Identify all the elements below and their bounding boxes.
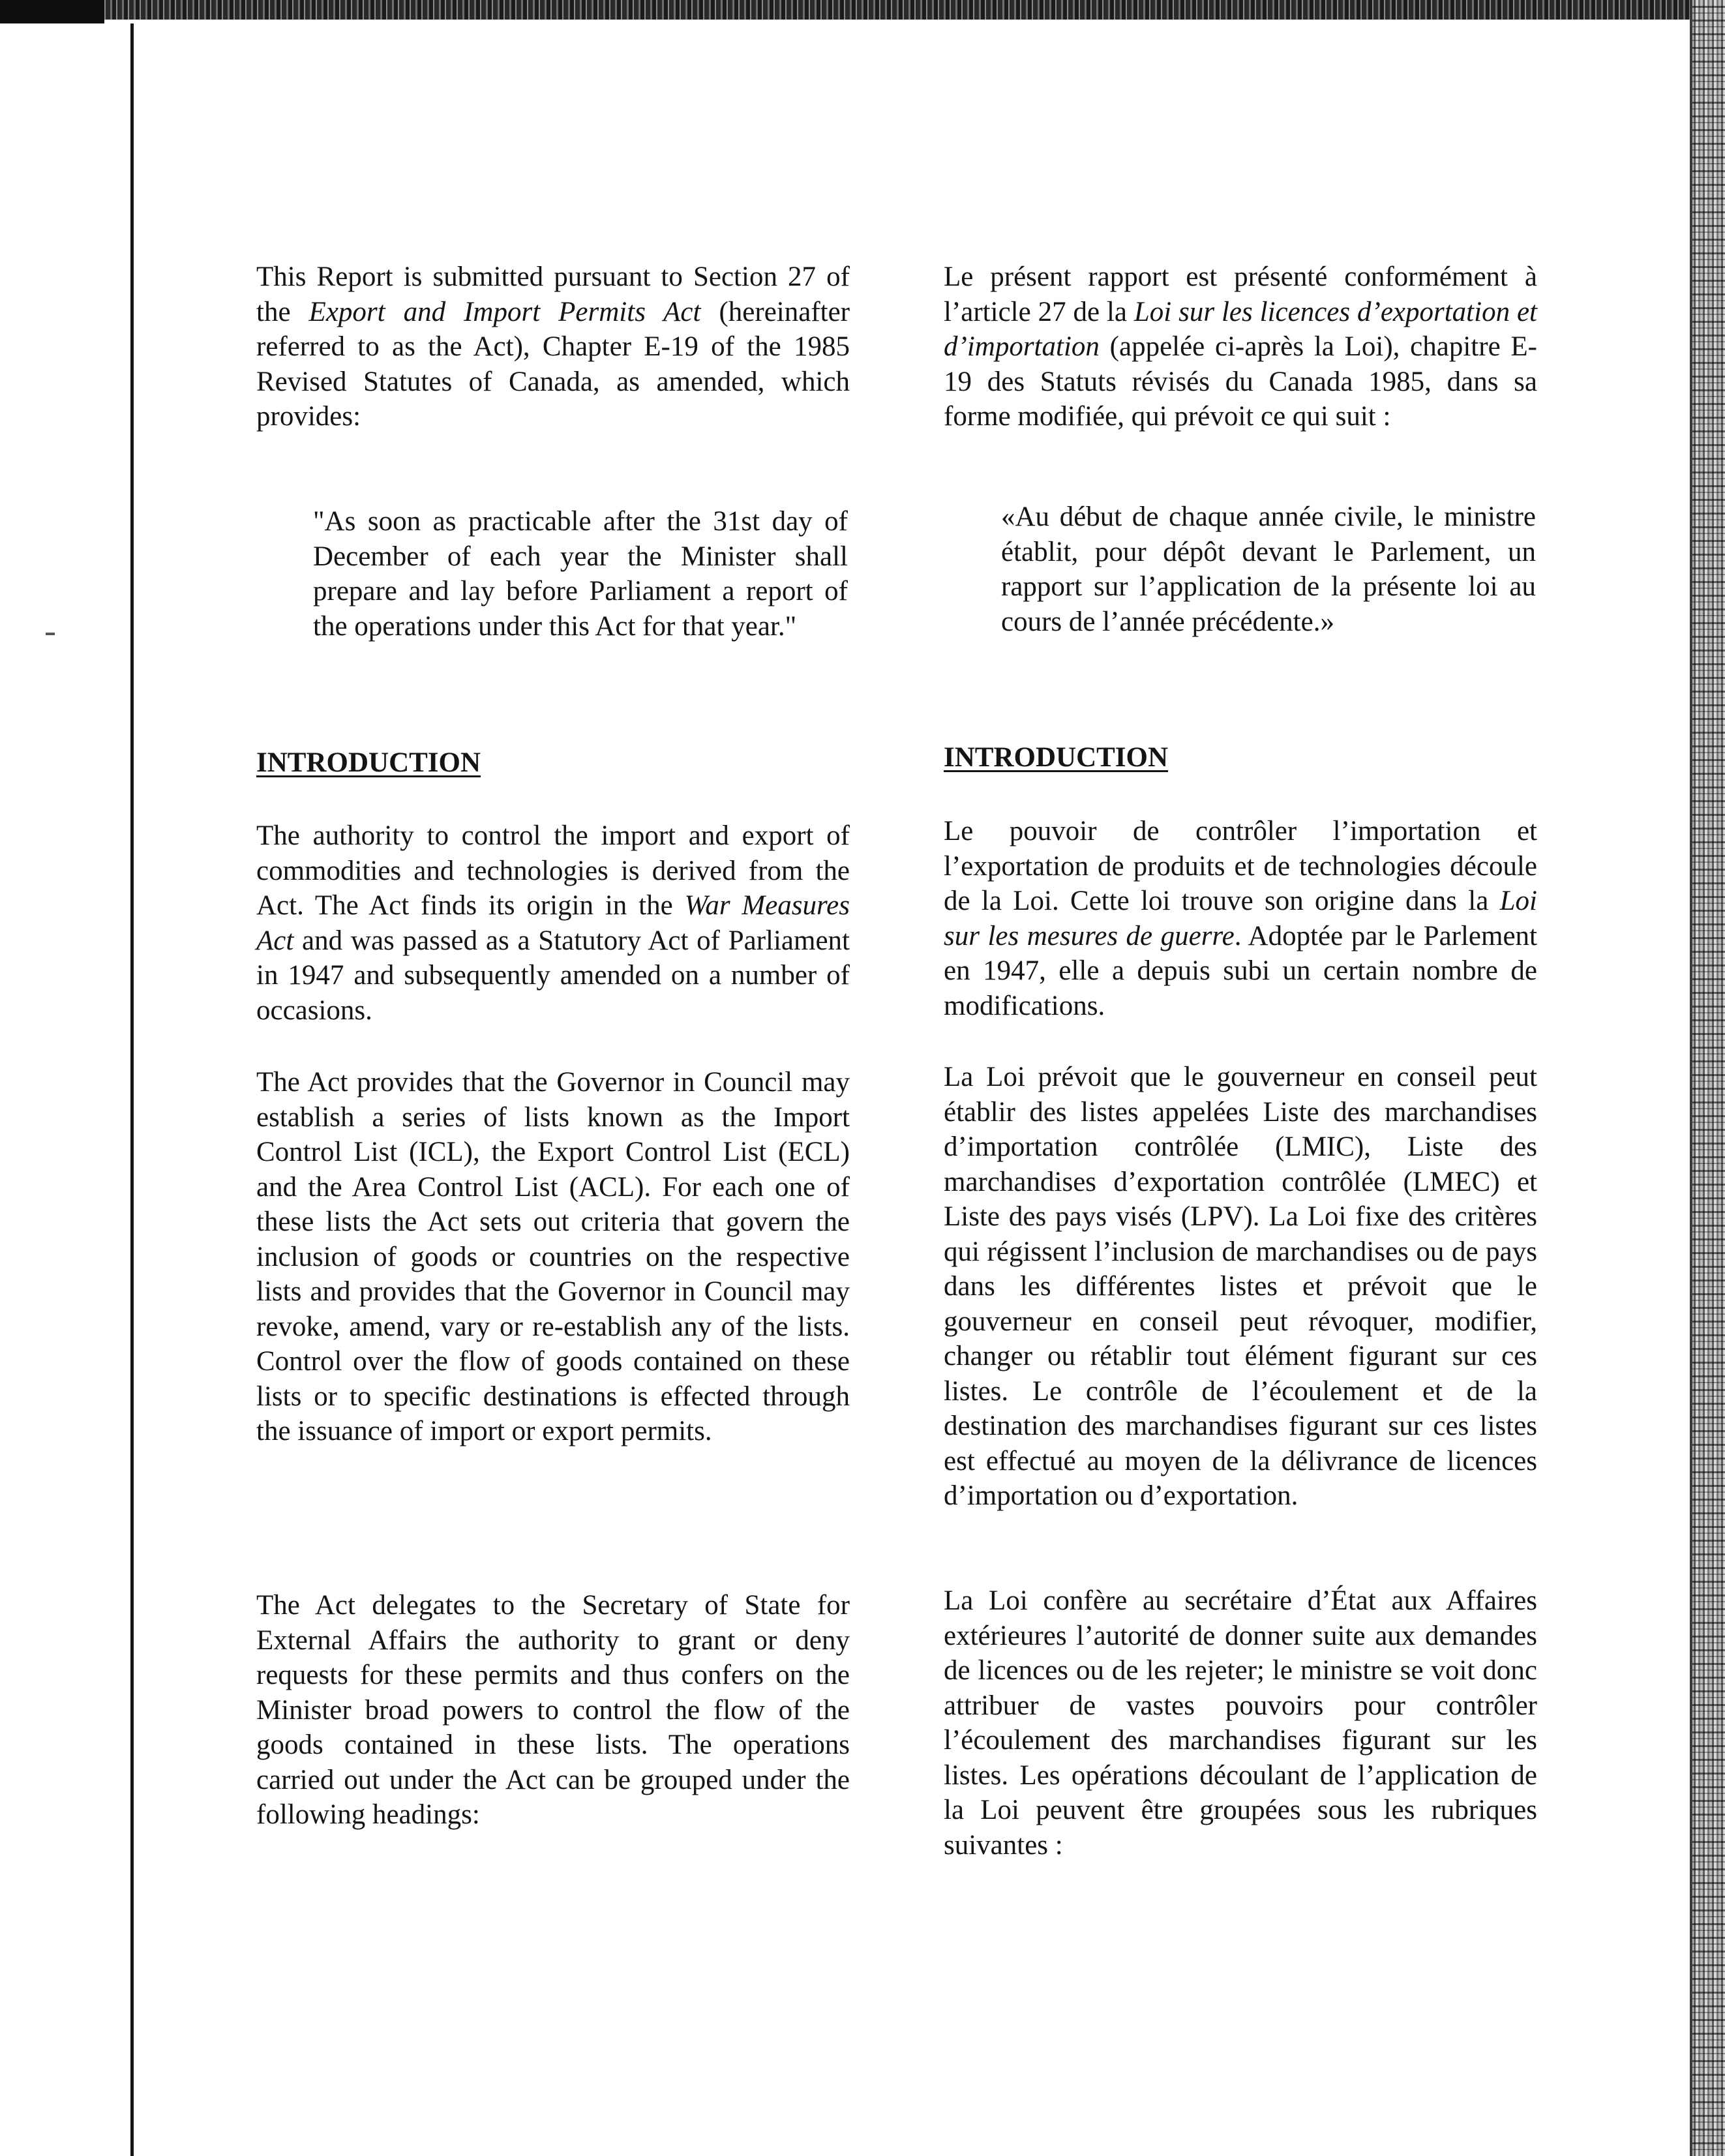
english-preamble-text: This Report is submitted pursuant to Section 27 of the <box>256 262 850 327</box>
french-para2-text: La Loi prévoit que le gouverneur en conseil peut établir des listes appelées Liste des marchandises d’importation contrôlée (LMIC), Liste des marchandises d’exportation contrôlée (LMEC) et Liste des pays visés (LPV). La Loi fixe des critères qui régissent l’inclusion de marchandises ou de pays dans les différentes listes et prévoit que le gouverneur en conseil peut révoquer, modifier, changer ou rétablir tout élément figurant sur ces listes. Le contrôle de l’écoulement et de la destination des marchandises figurant sur ces listes est effectué au moyen de la délivrance de licences d’importation ou d’exportation. <box>944 1062 1537 1511</box>
french-war-measures-law: Loi sur les mesures de guerre <box>944 886 1537 951</box>
scan-mark <box>46 633 55 635</box>
english-quote <box>313 504 848 644</box>
english-para3-text: The Act delegates to the Secretary of State for External Affairs the authority to grant or deny requests for these permits and thus confers on the Minister broad powers to control the flow of the goods contained in these lists. The operations carried out under the Act can be grouped under the following headings: <box>256 1590 850 1830</box>
english-paragraph-2 <box>256 1065 850 1449</box>
french-preamble-text-end: (appelée ci-après la Loi), chapitre E-19 des Statuts révisés du Canada 1985, dans sa forme modifiée, qui prévoit ce qui suit : <box>944 331 1537 432</box>
french-quote <box>1001 500 1536 639</box>
english-para1-text: The authority to control the import and export of commodities and technologies is derived from the Act. The Act finds its origin in the <box>256 820 850 921</box>
french-preamble-text: Le présent rapport est présenté conformément à l’article 27 de la <box>944 262 1537 327</box>
binding-margin-line <box>130 23 134 2156</box>
english-war-measures-act: War Measures Act <box>256 890 850 956</box>
english-heading: INTRODUCTION <box>256 747 481 778</box>
french-paragraph-2 <box>944 1060 1537 1514</box>
french-act-title: Loi sur les licences d’exportation et d’importation <box>944 296 1537 362</box>
scan-top-edge <box>0 0 1725 20</box>
french-para1-text: Le pouvoir de contrôler l’importation et l’exportation de produits et de technologies découle de la Loi. Cette loi trouve son origine dans la <box>944 816 1537 916</box>
french-quote-text: «Au début de chaque année civile, le ministre établit, pour dépôt devant le Parlement, un rapport sur l’application de la présente loi au cours de l’année précédente.» <box>1001 502 1536 637</box>
scan-top-corner <box>0 0 104 23</box>
french-para3-text: La Loi confère au secrétaire d’État aux Affaires extérieures l’autorité de donner suite aux demandes de licences ou de les rejeter; le ministre se voit donc attribuer de vastes pouvoirs pour contrôler l’écoulement des marchandises figurant sur les listes. Les opérations découlant de l’application de la Loi peuvent être groupées sous les rubriques suivantes : <box>944 1585 1537 1861</box>
english-paragraph-3 <box>256 1588 850 1833</box>
french-paragraph-1 <box>944 814 1537 1023</box>
scan-right-edge <box>1691 0 1725 2156</box>
english-para2-text: The Act provides that the Governor in Council may establish a series of lists known as the Import Control List (ICL), the Export Control List (ECL) and the Area Control List (ACL). For each one of these lists the Act sets out criteria that govern the inclusion of goods or countries on the respective lists and provides that the Governor in Council may revoke, amend, vary or re-establish any of the lists. Control over the flow of goods contained on these lists or to specific destinations is effected through the issuance of import or export permits. <box>256 1067 850 1446</box>
english-quote-text: "As soon as practicable after the 31st day of December of each year the Minister shall prepare and lay before Parliament a report of the operations under this Act for that year." <box>313 506 848 642</box>
french-preamble <box>944 260 1537 434</box>
page-edge-line <box>1690 0 1692 2156</box>
french-para1-text-end: . Adoptée par le Parlement en 1947, elle a depuis subi un certain nombre de modifications. <box>944 920 1537 1021</box>
english-preamble-text-end: (hereinafter referred to as the Act), Chapter E-19 of the 1985 Revised Statutes of Canada, as amended, which provides: <box>256 296 850 432</box>
english-para1-text-end: and was passed as a Statutory Act of Parliament in 1947 and subsequently amended on a number of occasions. <box>256 925 850 1026</box>
english-act-title: Export and Import Permits Act <box>308 296 701 327</box>
french-paragraph-3 <box>944 1583 1537 1863</box>
english-paragraph-1 <box>256 818 850 1028</box>
french-heading: INTRODUCTION <box>944 742 1169 773</box>
english-preamble <box>256 260 850 434</box>
